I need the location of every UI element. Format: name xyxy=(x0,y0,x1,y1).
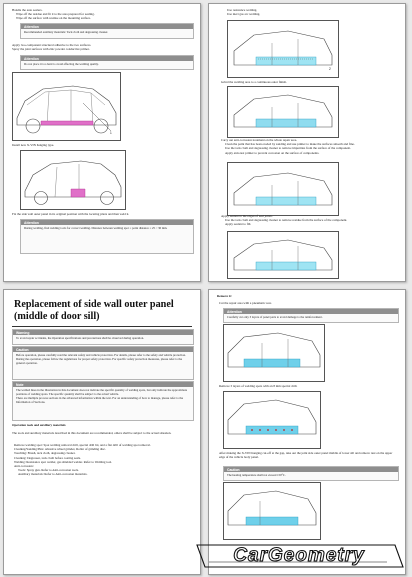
car-body-side-diagram xyxy=(21,151,125,209)
list-item: Touching: Brush, tack cloth, degreasing cleaner. xyxy=(14,451,76,456)
sealant-diagram xyxy=(228,232,338,278)
note-item: The welded lines in the illustration in this document does not indicate the specific quantity of welding spots, but only indicate the approximate positions of welding spots. The specific quantity shall be subject to the actual vehicle. xyxy=(16,388,188,396)
step-cut: Fix the side wall outer panel in its original position with the locating pliers and then weld it. xyxy=(12,212,130,216)
step-item: Wipe off the residue and fit it to the area prepared for sealing. xyxy=(16,12,95,17)
caution-note xyxy=(223,466,399,481)
note-header: Attention xyxy=(21,220,193,225)
note-item: There are multiple process sections in the advanced information within the text. For an understanding of how to manage, please refer to the Information of Sections. xyxy=(16,396,184,404)
figure-sealant xyxy=(227,231,339,279)
note-header: Attention xyxy=(224,309,398,314)
figure-car-side xyxy=(12,72,121,141)
step-item: Use resistance welding. xyxy=(227,8,258,12)
manual-page-1 xyxy=(3,3,201,282)
grind-diagram xyxy=(228,87,338,137)
step-item: Apply sealant to the edges of seal joints. xyxy=(221,214,273,218)
figure-sill-weld xyxy=(227,20,339,78)
info-note xyxy=(12,381,194,421)
step-list-top xyxy=(227,8,397,16)
step-item: Use the tack cloth and degreasing cleaner to remove residue from the surface of the component. xyxy=(225,218,348,223)
figure-callout: 1 xyxy=(110,131,112,135)
sill-weld-diagram xyxy=(228,21,338,77)
step-list-top xyxy=(12,8,192,21)
step-list-mid xyxy=(221,138,399,155)
list-item: Cleaning/Sanding/Pins: Abrasive wheel grinder, Roller of grinding disc. xyxy=(14,447,106,452)
step-item: Wipe off the surface with residue on the mounting surface. xyxy=(16,16,91,21)
warning-note xyxy=(12,329,194,345)
manual-page-3 xyxy=(3,289,201,575)
step-item: Spray the joint surfaces with zinc powder conductive primer. xyxy=(12,47,90,52)
car-body-side-diagram xyxy=(13,73,120,140)
note-text: During welding, find welding tools for correct welding. Distance between welding spot = point distance = 25 ~ 30 mm. xyxy=(24,226,168,230)
note-header: Attention xyxy=(21,24,193,29)
step-item: Handle the auto sealers. xyxy=(12,8,43,12)
note-header: Attention xyxy=(21,56,193,61)
figure-grind xyxy=(227,86,339,138)
step-item: Use the tack cloth and degreasing cleaner to remove impurities from the surface of the component. xyxy=(225,146,351,151)
page-title: Replacement of side wall outer panel (middle of door sill) xyxy=(14,299,174,322)
logo-wordmark xyxy=(191,540,409,572)
note-item: During the operation, please follow the regulations for proper safety protection. For specific safety protection measures, please refer to the general operation. xyxy=(16,357,183,365)
note-text: The heating temperature shall not exceed 150°C. xyxy=(227,473,286,477)
note-text: Do not place it too hard to avoid affecting the welding quality. xyxy=(24,62,99,66)
list-item: Anti-corrosion: xyxy=(14,464,34,469)
step-cut-repair: Cut the repair area with a pneumatic saw. xyxy=(219,301,272,305)
step-item: Apply sealant to fill. xyxy=(225,222,252,227)
section-heading: Remove it: xyxy=(217,294,232,298)
drill-spots-diagram xyxy=(224,392,320,448)
cut-area-diagram xyxy=(224,325,324,381)
attention-note xyxy=(20,219,194,254)
step-remove-panel: After making the X-VIN hanging cut-off at the gap, take out the joint side outer panel middle of lower sill and remove rust on the upper edge of the vehicle body panel. xyxy=(219,451,393,460)
figure-drill-spots xyxy=(223,391,321,449)
svg-text:CarGeometry: CarGeometry xyxy=(233,545,365,566)
anticorrosion-diagram xyxy=(228,163,338,215)
note-header: Caution xyxy=(13,347,193,352)
tool-list xyxy=(14,443,192,477)
note-header: Note xyxy=(13,382,193,387)
step-grind: Grind the welding area to a continuous outer finish. xyxy=(221,80,287,84)
note-header: Warning xyxy=(13,330,193,335)
figure-remove-panel xyxy=(223,482,321,540)
figure-car-side-2 xyxy=(20,150,126,210)
note-header: Caution xyxy=(224,467,398,472)
figure-anticorrosion xyxy=(227,162,339,216)
attention-note xyxy=(20,23,194,39)
list-item: Auxiliary materials: Refer to Anti-corrosion materials. xyxy=(18,472,88,477)
caution-note xyxy=(12,346,194,380)
attention-note xyxy=(20,55,194,70)
paragraph: The tools and auxiliary materials described in this document are recommended, others shall be subject to the actual situation. xyxy=(12,431,172,435)
step-item: Carry out anti-corrosion treatment on the whole repair area. xyxy=(221,138,298,142)
step-list-apply xyxy=(221,214,399,227)
step-item: Apply anti-rust primer to prevent corrosion on the surface of components. xyxy=(225,150,320,155)
step-drill: Remove 3 layers of welding spots with an 8 mm special drill. xyxy=(219,384,298,388)
manual-page-4 xyxy=(208,289,406,575)
figure-cut-area xyxy=(223,324,325,382)
list-item: Tools: Spray gun. Refer to Anti-corrosion tools. xyxy=(18,468,79,473)
remove-panel-diagram xyxy=(224,483,320,539)
cargeometry-logo xyxy=(191,540,409,572)
note-item: Before operation, please carefully read the relevant safety and vehicle protection. For details, please refer to the safety and vehicle protection. xyxy=(16,353,186,357)
list-item: Cleaning: Degreaser, tack cloth before coating seals. xyxy=(14,455,81,460)
note-text: To avoid repair accidents, the Operation specifications and precautions shall be observed during operation. xyxy=(16,336,144,340)
step-install: Install new X-VIN hanging type. xyxy=(12,143,55,147)
manual-page-2 xyxy=(208,3,406,282)
note-text xyxy=(13,387,193,405)
list-item: Remove welding spot: Spot welding removal drill, special drill bit, and a flat drill of welding spot removal. xyxy=(14,443,151,447)
note-text: Carefully cut only 3 layers of panel parts to avoid damage to the reinforcement. xyxy=(227,315,323,319)
figure-callout: 2 xyxy=(329,67,331,71)
step-item: Apply two-component structural adhesive to the two surfaces. xyxy=(12,43,92,47)
list-item: Welding: Resistance spot welder, gas shielded welder. Refer to Welding tool. xyxy=(14,459,112,464)
note-text: Recommended auxiliary materials: Tack cloth and degreasing cleaner. xyxy=(24,30,109,34)
section-heading: Operation tools and auxiliary materials xyxy=(12,423,66,427)
title-divider xyxy=(12,326,192,327)
step-list-mid xyxy=(12,43,192,51)
note-text xyxy=(13,352,193,366)
step-item: Clean the paint that has been eroded by sanding and use primer to make the surfaces smooth and fine. xyxy=(225,142,355,147)
step-item: Use inert gas arc welding. xyxy=(227,12,261,17)
attention-note xyxy=(223,308,399,323)
